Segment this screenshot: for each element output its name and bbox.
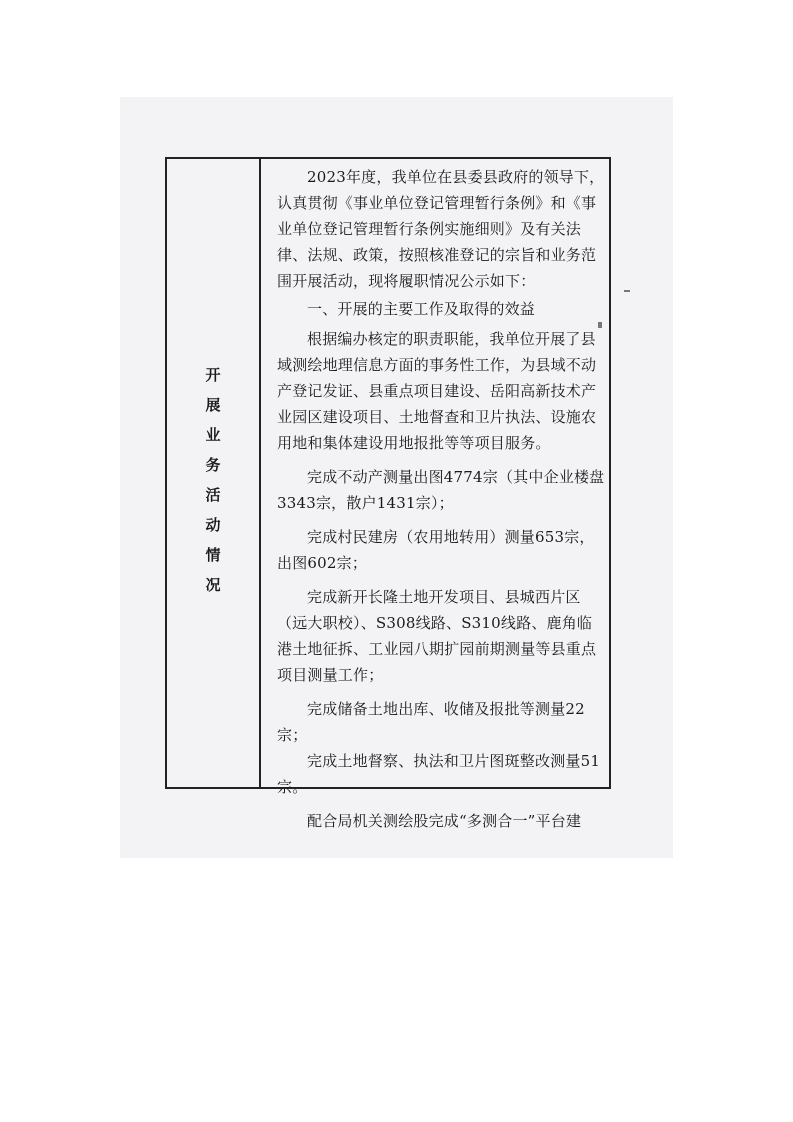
result-paragraph: 配合局机关测绘股完成“多测合一”平台建	[307, 812, 582, 830]
row-label-char: 动	[205, 516, 221, 534]
scan-speck	[624, 290, 630, 292]
result-paragraph: 完成储备土地出库、收储及报批等测量22宗；	[277, 700, 585, 744]
result-paragraph: 完成土地督察、执法和卫片图斑整改测量51宗。	[277, 752, 601, 796]
row-label-char: 开	[205, 366, 221, 384]
row-label-char: 展	[205, 396, 221, 414]
section-heading: 一、开展的主要工作及取得的效益	[307, 300, 536, 318]
row-label-char: 务	[205, 456, 221, 474]
result-paragraph: 完成新开长隆土地开发项目、县城西片区（远大职校）、S308线路、S310线路、鹿角临港土地征拆、工业园八期扩园前期测量等县重点项目测量工作；	[277, 588, 597, 684]
result-paragraph: 完成不动产测量出图4774宗（其中企业楼盘3343宗，散户1431宗）；	[277, 468, 605, 512]
scan-speck	[598, 322, 602, 328]
row-label-char: 活	[205, 486, 221, 504]
row-label-char: 业	[205, 426, 221, 444]
intro-paragraph: 2023年度，我单位在县委县政府的领导下，认真贯彻《事业单位登记管理暂行条例》和《事业单位登记管理暂行条例实施细则》及有关法律、法规、政策，按照核准登记的宗旨和业务范围开展活动，现将履职情况公示如下：	[277, 168, 605, 290]
row-label	[165, 360, 261, 600]
result-paragraph: 完成村民建房（农用地转用）测量653宗，出图602宗；	[277, 528, 595, 572]
row-label-char: 况	[205, 576, 221, 594]
row-label-char: 情	[205, 546, 221, 564]
content-cell	[277, 164, 607, 834]
duties-paragraph: 根据编办核定的职责职能，我单位开展了县域测绘地理信息方面的事务性工作，为县域不动产登记发证、县重点项目建设、岳阳高新技术产业园区建设项目、土地督查和卫片执法、设施农用地和集体建设用地报批等等项目服务。	[277, 330, 597, 452]
